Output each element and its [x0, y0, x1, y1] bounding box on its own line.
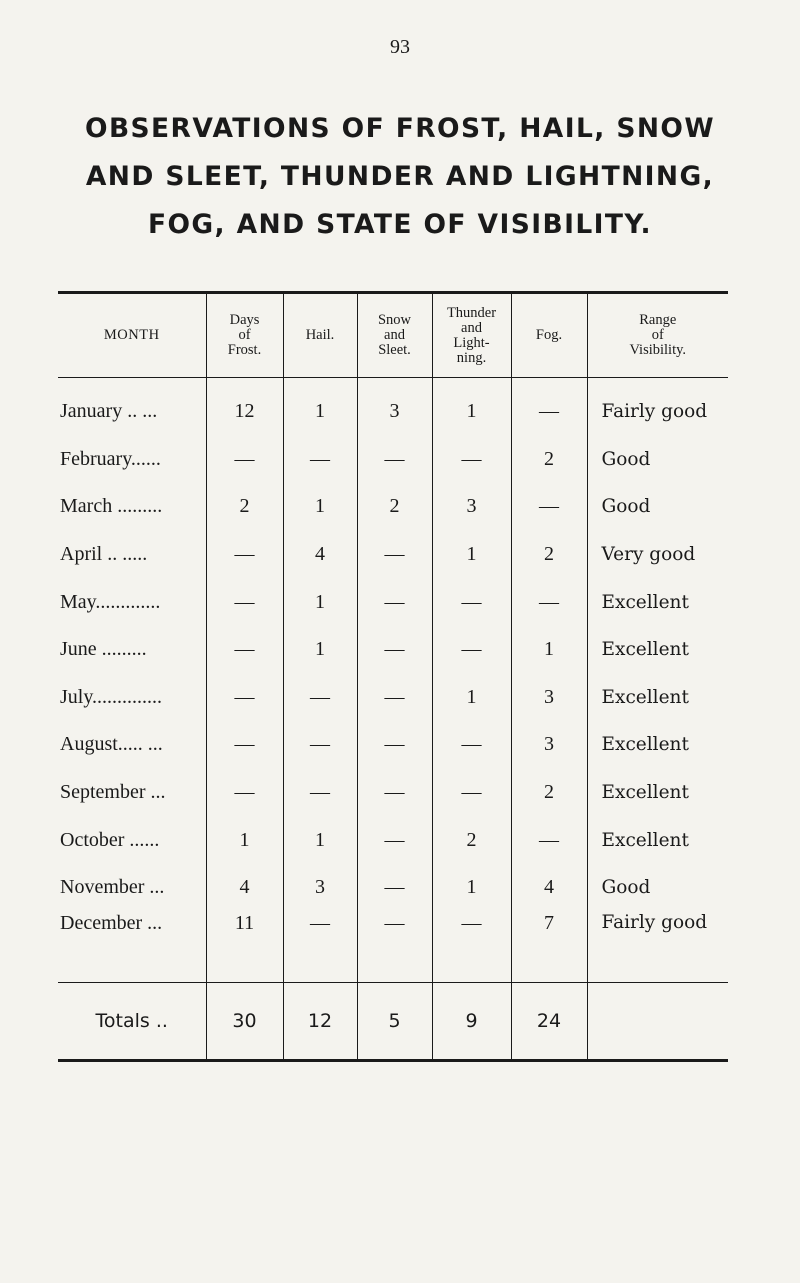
- header-row: [58, 293, 728, 378]
- fog-cell: —: [511, 816, 587, 864]
- hail-cell: —: [283, 674, 357, 722]
- header-frost-line: of: [238, 327, 251, 343]
- hail-cell: —: [283, 769, 357, 817]
- visibility-cell: Excellent: [587, 769, 728, 817]
- snow-cell: —: [357, 531, 432, 579]
- fog-cell: 3: [511, 721, 587, 769]
- month-cell: October ......: [60, 828, 160, 851]
- snow-cell: —: [357, 721, 432, 769]
- month-cell: December ...: [60, 911, 163, 934]
- hail-cell: 1: [283, 816, 357, 864]
- fog-cell: 7: [511, 912, 587, 983]
- frost-cell: 2: [206, 483, 283, 531]
- fog-cell: 2: [511, 769, 587, 817]
- table-row: [58, 578, 728, 626]
- fog-cell: 4: [511, 864, 587, 912]
- table-row: [58, 864, 728, 912]
- hail-cell: 4: [283, 531, 357, 579]
- frost-cell: —: [206, 721, 283, 769]
- month-cell: May.............: [60, 590, 161, 613]
- header-hail-line: Hail.: [305, 327, 335, 343]
- title-line-2: AND SLEET, THUNDER AND LIGHTNING,: [85, 161, 715, 192]
- table-row: [58, 816, 728, 864]
- table-row: [58, 531, 728, 579]
- hail-cell: —: [283, 912, 357, 983]
- table-row: [58, 483, 728, 531]
- thunder-cell: —: [432, 578, 511, 626]
- thunder-cell: —: [432, 626, 511, 674]
- visibility-cell: Good: [587, 864, 728, 912]
- month-cell: August..... ...: [60, 733, 163, 756]
- thunder-cell: —: [432, 912, 511, 983]
- snow-cell: —: [357, 912, 432, 983]
- fog-cell: —: [511, 483, 587, 531]
- fog-cell: 2: [511, 531, 587, 579]
- month-cell: June .........: [60, 638, 147, 661]
- visibility-cell: Excellent: [587, 626, 728, 674]
- frost-cell: 1: [206, 816, 283, 864]
- table-row: [58, 436, 728, 484]
- totals-thunder: 9: [432, 982, 511, 1060]
- fog-cell: 3: [511, 674, 587, 722]
- header-visibility-line: of: [651, 327, 664, 343]
- thunder-cell: 1: [432, 378, 511, 436]
- table-row: [58, 626, 728, 674]
- header-hail: [283, 293, 357, 378]
- visibility-cell: Very good: [587, 531, 728, 579]
- snow-cell: 3: [357, 378, 432, 436]
- month-cell: March .........: [60, 495, 163, 518]
- page-number: 93: [390, 36, 410, 58]
- snow-cell: —: [357, 578, 432, 626]
- table-row: [58, 378, 728, 436]
- table-row: [58, 912, 728, 983]
- visibility-cell: Excellent: [587, 721, 728, 769]
- observations-table: [58, 291, 728, 1062]
- thunder-cell: —: [432, 721, 511, 769]
- hail-cell: 1: [283, 378, 357, 436]
- hail-cell: —: [283, 721, 357, 769]
- header-visibility-line: Range: [639, 312, 677, 328]
- snow-cell: 2: [357, 483, 432, 531]
- visibility-cell: Fairly good: [587, 378, 728, 436]
- thunder-cell: 1: [432, 864, 511, 912]
- totals-label: Totals ..: [58, 982, 206, 1060]
- table-row: [58, 769, 728, 817]
- snow-cell: —: [357, 769, 432, 817]
- frost-cell: —: [206, 626, 283, 674]
- visibility-cell: Good: [587, 436, 728, 484]
- totals-snow: 5: [357, 982, 432, 1060]
- table-row: [58, 721, 728, 769]
- month-cell: January .. ...: [60, 400, 158, 423]
- hail-cell: 1: [283, 483, 357, 531]
- snow-cell: —: [357, 864, 432, 912]
- header-thunder-line: and: [461, 319, 482, 336]
- header-snow-line: Sleet.: [378, 342, 411, 358]
- header-month: MONTH: [58, 293, 206, 378]
- header-snow-line: Snow: [377, 312, 412, 328]
- header-frost-line: Frost.: [227, 342, 262, 358]
- visibility-cell: Excellent: [587, 816, 728, 864]
- totals-row: [58, 982, 728, 1060]
- header-thunder-line: Thunder: [446, 304, 497, 321]
- month-cell: July..............: [60, 685, 163, 708]
- thunder-cell: 3: [432, 483, 511, 531]
- frost-cell: —: [206, 578, 283, 626]
- frost-cell: —: [206, 436, 283, 484]
- header-thunder-line: Light-: [453, 334, 490, 351]
- header-fog: [511, 293, 587, 378]
- header-thunder: [432, 293, 511, 378]
- fog-cell: 1: [511, 626, 587, 674]
- header-frost: [206, 293, 283, 378]
- header-snow: [357, 293, 432, 378]
- totals-hail: 12: [283, 982, 357, 1060]
- visibility-cell: Excellent: [587, 578, 728, 626]
- snow-cell: —: [357, 436, 432, 484]
- fog-cell: —: [511, 578, 587, 626]
- visibility-cell: Fairly good: [587, 912, 728, 983]
- month-cell: September ...: [60, 781, 166, 804]
- frost-cell: —: [206, 769, 283, 817]
- thunder-cell: 2: [432, 816, 511, 864]
- totals-fog: 24: [511, 982, 587, 1060]
- hail-cell: —: [283, 436, 357, 484]
- header-frost-line: Days: [229, 312, 260, 328]
- thunder-cell: 1: [432, 531, 511, 579]
- observations-table-container: [58, 291, 728, 1062]
- totals-frost: 30: [206, 982, 283, 1060]
- snow-cell: —: [357, 816, 432, 864]
- visibility-cell: Excellent: [587, 674, 728, 722]
- title-line-3: FOG, AND STATE OF VISIBILITY.: [147, 209, 653, 240]
- page-title: [60, 105, 740, 249]
- month-cell: April .. .....: [60, 543, 148, 566]
- table-row: [58, 674, 728, 722]
- frost-cell: 12: [206, 378, 283, 436]
- visibility-cell: Good: [587, 483, 728, 531]
- fog-cell: —: [511, 378, 587, 436]
- title-line-1: OBSERVATIONS OF FROST, HAIL, SNOW: [85, 113, 715, 144]
- thunder-cell: —: [432, 436, 511, 484]
- month-cell: February......: [60, 447, 161, 470]
- header-visibility-line: Visibility.: [629, 342, 687, 358]
- totals-visibility-empty: [587, 982, 728, 1060]
- snow-cell: —: [357, 674, 432, 722]
- snow-cell: —: [357, 626, 432, 674]
- fog-cell: 2: [511, 436, 587, 484]
- header-snow-line: and: [384, 327, 405, 343]
- hail-cell: 1: [283, 626, 357, 674]
- frost-cell: 4: [206, 864, 283, 912]
- header-fog-line: Fog.: [535, 327, 563, 343]
- thunder-cell: —: [432, 769, 511, 817]
- frost-cell: —: [206, 531, 283, 579]
- month-cell: November ...: [60, 876, 165, 899]
- frost-cell: 11: [206, 912, 283, 983]
- header-visibility: [587, 293, 728, 378]
- hail-cell: 1: [283, 578, 357, 626]
- frost-cell: —: [206, 674, 283, 722]
- hail-cell: 3: [283, 864, 357, 912]
- header-thunder-line: ning.: [456, 349, 487, 366]
- thunder-cell: 1: [432, 674, 511, 722]
